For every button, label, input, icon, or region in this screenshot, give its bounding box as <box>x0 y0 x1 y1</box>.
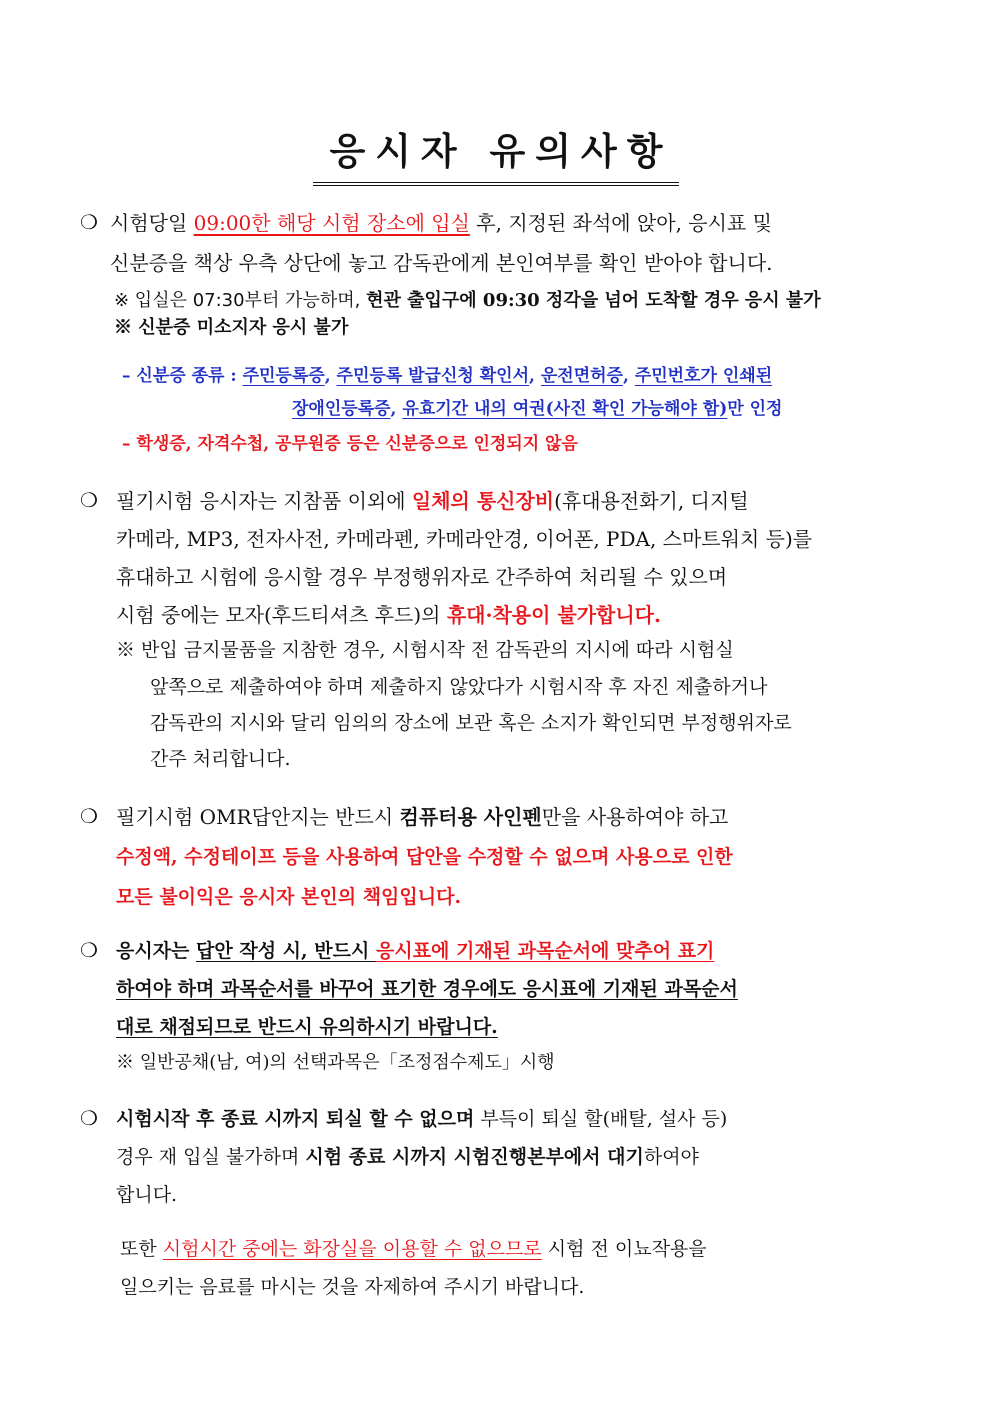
s5-line2: 경우 재 입실 불가하며 시험 종료 시까지 시험진행본부에서 대기하여야 <box>116 1146 699 1168</box>
s2-line2: 카메라, MP3, 전자사전, 카메라펜, 카메라안경, 이어폰, PDA, 스마트워치 등)를 <box>116 527 813 551</box>
section-devices <box>80 488 922 778</box>
s5-line1: 시험시작 후 종료 시까지 퇴실 할 수 없으며 부득이 퇴실 할(배탈, 설사 등) <box>116 1108 728 1130</box>
s2-line1: 필기시험 응시자는 지참품 이외에 일체의 통신장비(휴대용전화기, 디지털 <box>116 489 749 513</box>
s4-line1: 응시자는 답안 작성 시, 반드시 응시표에 기재된 과목순서에 맞추어 표기 <box>116 940 715 962</box>
id-types-line1: – 신분증 종류 : 주민등록증, 주민등록 발급신청 확인서, 운전면허증, 주민번호가 인쇄된 <box>122 366 773 386</box>
page-title: 응시자 유의사항 <box>313 128 678 186</box>
bullet-icon: ❍ <box>80 1106 98 1130</box>
title-block <box>0 128 992 186</box>
section-entry-time <box>80 210 922 460</box>
id-types-line2: 장애인등록증, 유효기간 내의 여권(사진 확인 가능해야 함)만 인정 <box>292 399 783 419</box>
s1-line2: 신분증을 책상 우측 상단에 놓고 감독관에게 본인여부를 확인 받아야 합니다. <box>110 251 773 275</box>
section-answer-order <box>80 938 922 1078</box>
bullet-icon: ❍ <box>80 210 98 234</box>
s1-note2: ※ 신분증 미소지자 응시 불가 <box>114 317 349 338</box>
s2-note1: ※ 반입 금지물품을 지참한 경우, 시험시작 전 감독관의 지시에 따라 시험실 <box>116 639 734 661</box>
s2-line3: 휴대하고 시험에 응시할 경우 부정행위자로 간주하여 처리될 수 있으며 <box>116 565 728 589</box>
s2-note2: 앞쪽으로 제출하여야 하며 제출하지 않았다가 시험시작 후 자진 제출하거나 <box>150 676 768 698</box>
s4-line2: 하여야 하며 과목순서를 바꾸어 표기한 경우에도 응시표에 기재된 과목순서 <box>116 978 738 1000</box>
s3-line1: 필기시험 OMR답안지는 반드시 컴퓨터용 사인펜만을 사용하여야 하고 <box>116 805 729 829</box>
s2-note3: 감독관의 지시와 달리 임의의 장소에 보관 혹은 소지가 확인되면 부정행위자로 <box>150 712 792 734</box>
entry-time-highlight: 09:00한 해당 시험 장소에 입실 <box>193 211 470 235</box>
s4-note1: ※ 일반공채(남, 여)의 선택과목은「조정점수제도」시행 <box>116 1052 555 1073</box>
s5-para2-line1: 또한 시험시간 중에는 화장실을 이용할 수 없으므로 시험 전 이뇨작용을 <box>120 1238 707 1260</box>
section-omr <box>80 804 922 914</box>
s5-line3: 합니다. <box>116 1184 178 1206</box>
s3-line3: 모든 불이익은 응시자 본인의 책임입니다. <box>116 886 462 908</box>
s2-note4: 간주 처리합니다. <box>150 748 291 770</box>
section-leaving <box>80 1106 922 1306</box>
s1-note1: ※ 입실은 07:30부터 가능하며, 현관 출입구에 09:30 정각을 넘어 도착할 경우 응시 불가 <box>114 290 821 311</box>
s4-line3: 대로 채점되므로 반드시 유의하시기 바랍니다. <box>116 1016 498 1038</box>
bullet-icon: ❍ <box>80 938 98 962</box>
not-id-notice: – 학생증, 자격수첩, 공무원증 등은 신분증으로 인정되지 않음 <box>122 434 578 454</box>
bullet-icon: ❍ <box>80 488 98 512</box>
s3-line2: 수정액, 수정테이프 등을 사용하여 답안을 수정할 수 없으며 사용으로 인한 <box>116 846 733 868</box>
s5-para2-line2: 일으키는 음료를 마시는 것을 자제하여 주시기 바랍니다. <box>120 1276 585 1298</box>
s1-line1: 시험당일 09:00한 해당 시험 장소에 입실 후, 지정된 좌석에 앉아, 응시표 및 <box>110 211 772 235</box>
bullet-icon: ❍ <box>80 804 98 828</box>
s2-line4: 시험 중에는 모자(후드티셔츠 후드)의 휴대·착용이 불가합니다. <box>116 603 661 627</box>
